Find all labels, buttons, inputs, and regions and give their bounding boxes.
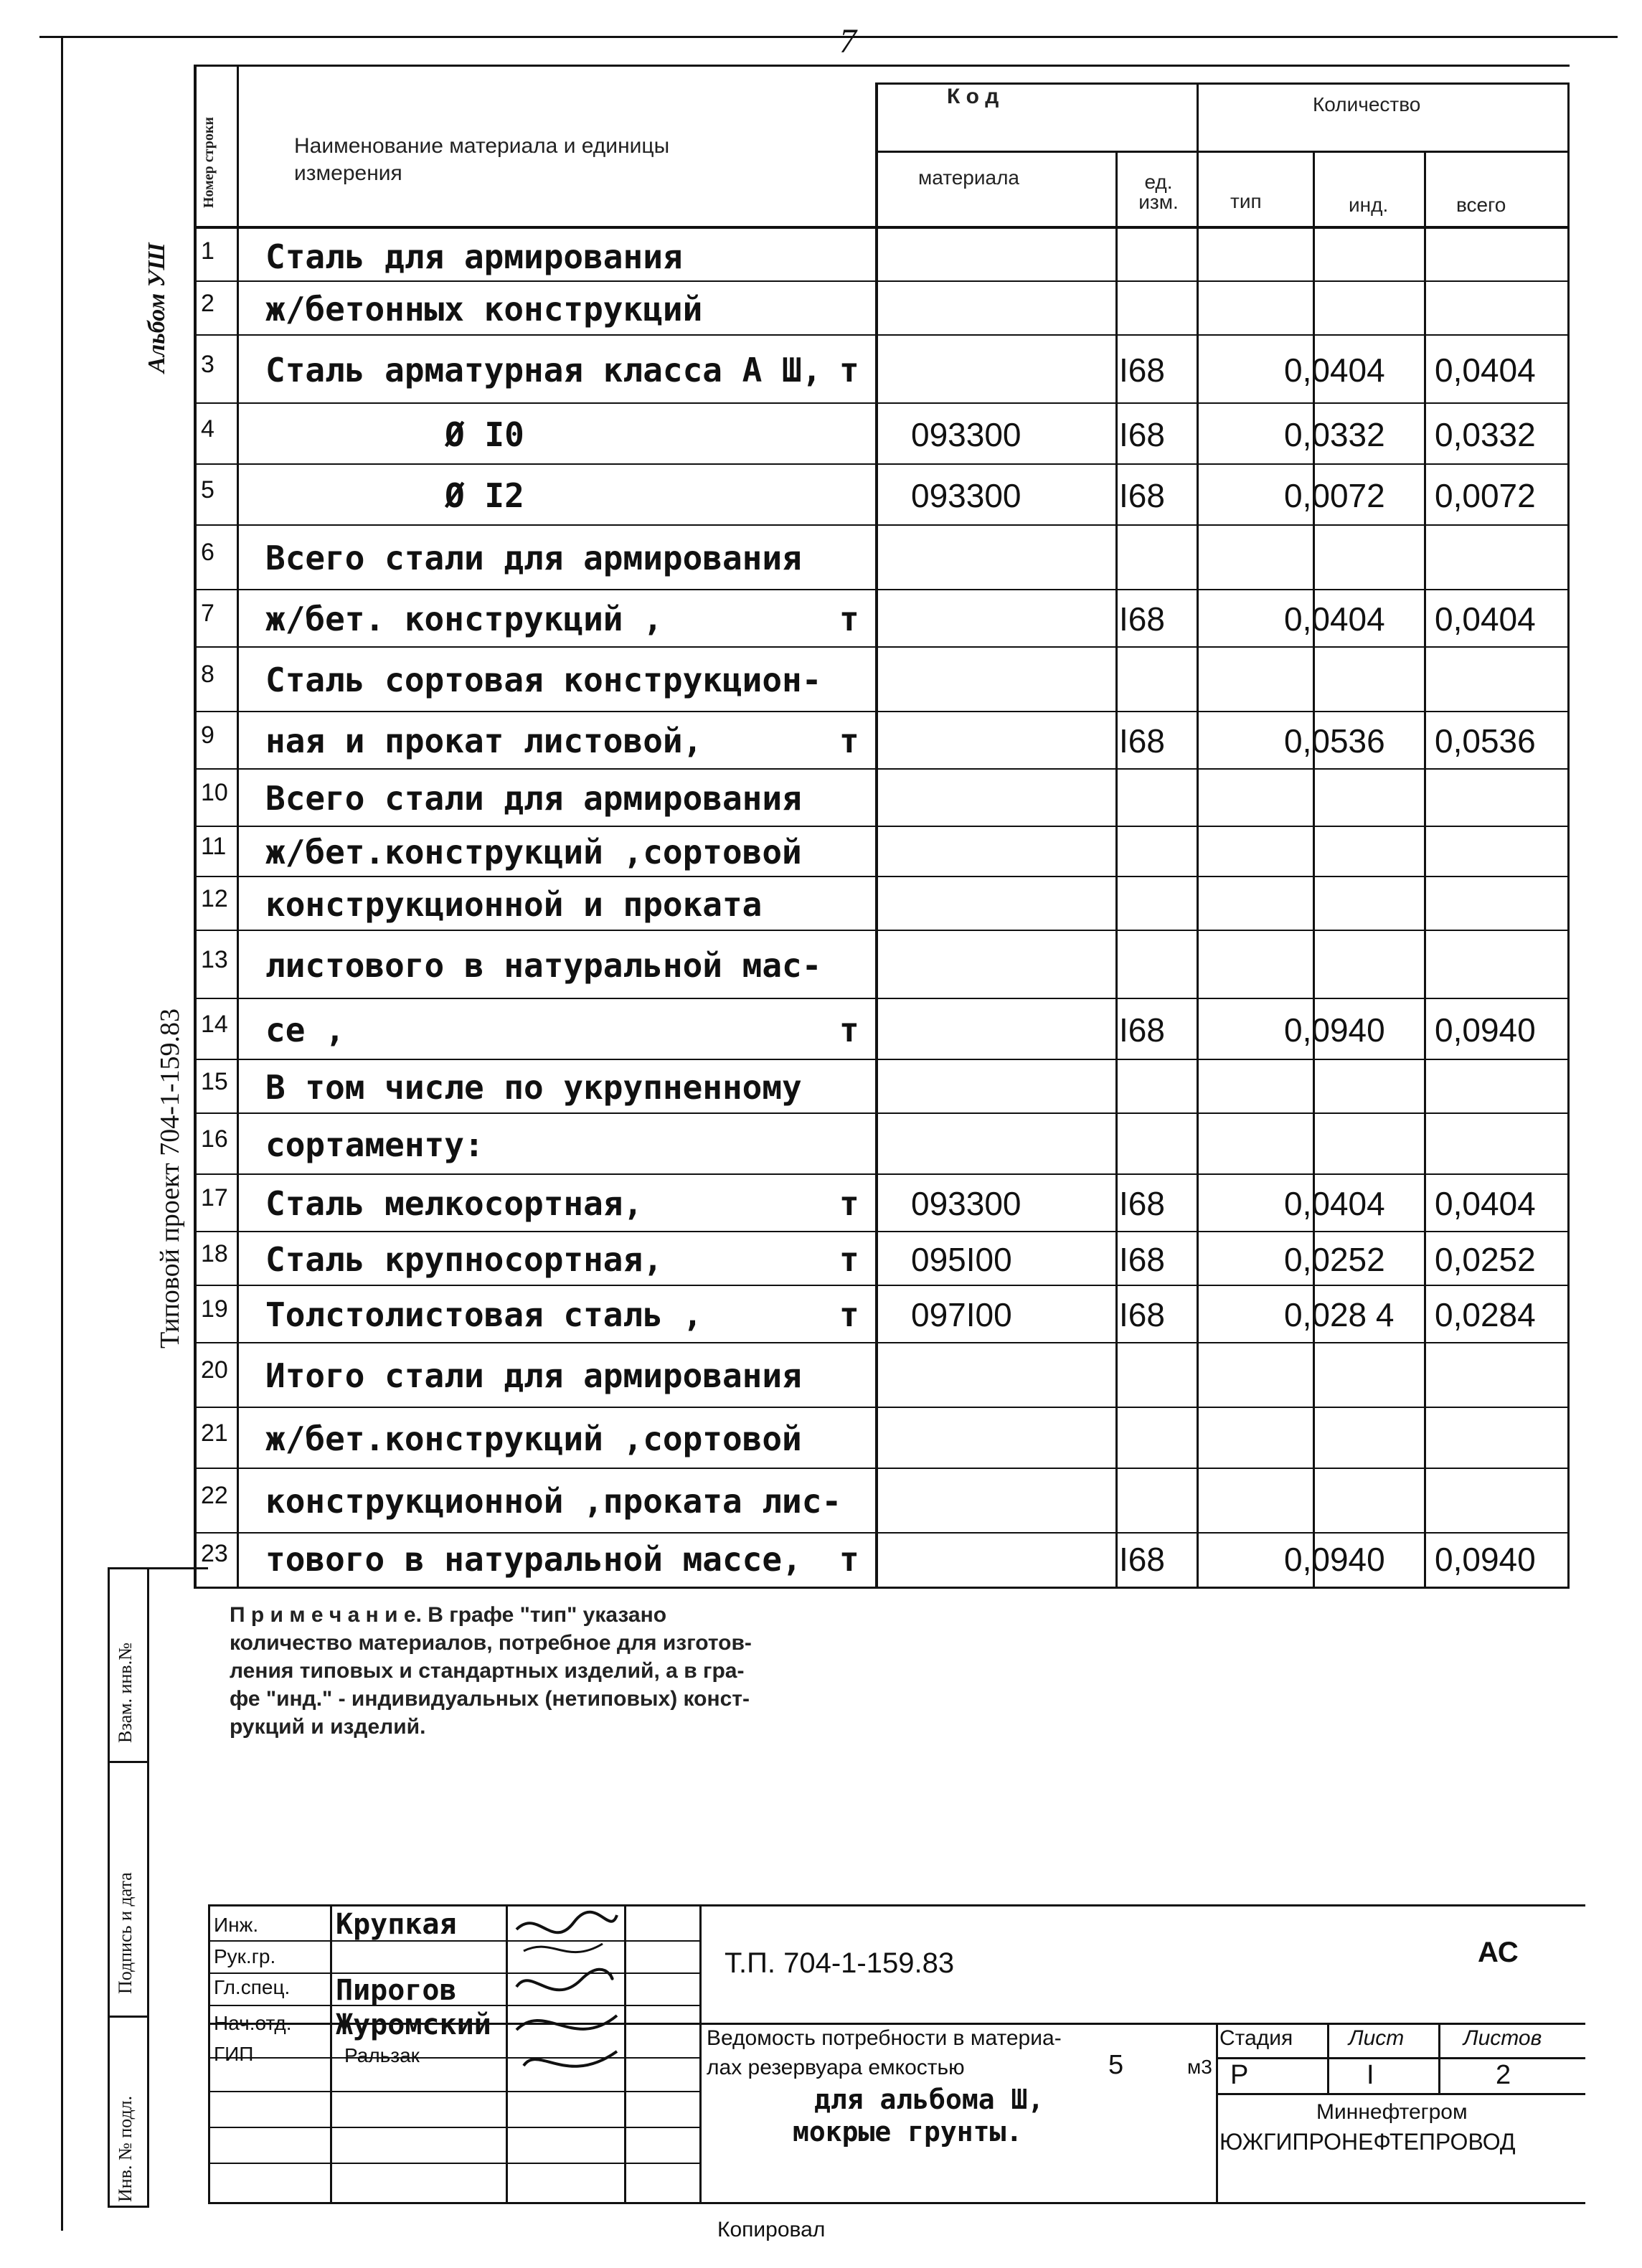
unit-code: I68 xyxy=(1119,415,1165,453)
material-name: Итого стали для армирования xyxy=(265,1356,802,1395)
unit-code: I68 xyxy=(1119,1185,1165,1222)
title-line-3: для альбома Ш, xyxy=(814,2084,1044,2115)
note-line: фе "инд." - индивидуальных (нетиповых) конст- xyxy=(230,1687,750,1711)
row-number: 17 xyxy=(201,1184,228,1211)
row-number: 2 xyxy=(201,289,214,317)
quantity-total: 0,0332 xyxy=(1435,415,1536,453)
material-code: 093300 xyxy=(911,415,1021,453)
sheets-value: 2 xyxy=(1496,2060,1511,2090)
row-number: 14 xyxy=(201,1010,228,1038)
quantity-typ: 0,028 4 xyxy=(1284,1296,1395,1333)
material-code: 095I00 xyxy=(911,1240,1012,1278)
role-ruk-gr: Рук.гр. xyxy=(214,1945,276,1967)
unit-code: I68 xyxy=(1119,722,1165,760)
material-code: 093300 xyxy=(911,1185,1021,1222)
row-number: 15 xyxy=(201,1067,228,1095)
row-number: 13 xyxy=(201,945,228,973)
header-quantity: Количество xyxy=(1313,93,1421,115)
name-nach-otd: Журомский xyxy=(336,2008,491,2041)
page-number: 7 xyxy=(839,22,857,60)
unit-t: т xyxy=(839,1239,859,1279)
unit-code: I68 xyxy=(1119,1011,1165,1049)
material-name: Сталь мелкосортная, xyxy=(265,1184,643,1223)
material-name: листового в натуральной мас- xyxy=(265,945,822,985)
unit-code: I68 xyxy=(1119,1296,1165,1333)
quantity-total: 0,0940 xyxy=(1435,1541,1536,1578)
unit-t: т xyxy=(839,1010,859,1049)
material-name: ж/бет.конструкций ,сортовой xyxy=(265,833,802,871)
row-number: 11 xyxy=(201,833,227,860)
role-gl-spec: Гл.спец. xyxy=(214,1976,291,1998)
quantity-total: 0,0252 xyxy=(1435,1240,1536,1278)
sheet-value: I xyxy=(1367,2060,1374,2090)
quantity-total: 0,0940 xyxy=(1435,1011,1536,1049)
row-number: 12 xyxy=(201,884,228,912)
quantity-total: 0,0072 xyxy=(1435,476,1536,514)
material-name: ная и прокат листовой, xyxy=(265,722,703,760)
material-name: ж/бет.конструкций ,сортовой xyxy=(265,1419,802,1458)
material-name: Всего стали для армирования xyxy=(265,779,802,818)
title-line-2: лах резервуара емкостью xyxy=(707,2056,965,2079)
material-name: ж/бетонных конструкций xyxy=(265,289,703,329)
role-nach-otd: Нач.отд. xyxy=(214,2012,292,2034)
quantity-total: 0,0284 xyxy=(1435,1296,1536,1333)
quantity-typ: 0,0332 xyxy=(1284,415,1385,453)
quantity-typ: 0,0940 xyxy=(1284,1011,1385,1049)
title-volume-unit: м3 xyxy=(1187,2056,1212,2078)
header-material: материала xyxy=(918,166,1019,189)
material-name: конструкционной ,проката лис- xyxy=(265,1482,842,1521)
material-code: 093300 xyxy=(911,476,1021,514)
material-name: Всего стали для армирования xyxy=(265,539,802,577)
row-number: 19 xyxy=(201,1295,228,1323)
footer-copied: Копировал xyxy=(717,2218,826,2241)
title-line-1: Ведомость потребности в материа- xyxy=(707,2026,1062,2050)
title-line-4: мокрые грунты. xyxy=(793,2116,1023,2147)
side-label-podpis: Подпись и дата xyxy=(115,1872,136,1994)
header-row-no: Номер строки xyxy=(201,117,217,208)
header-code: К о д xyxy=(947,85,999,108)
sheet-label: Лист xyxy=(1349,2026,1405,2050)
row-number: 16 xyxy=(201,1125,228,1153)
side-label-album: Альбом УШ xyxy=(143,242,170,373)
row-number: 1 xyxy=(201,237,214,265)
row-number: 5 xyxy=(201,476,214,504)
quantity-typ: 0,0536 xyxy=(1284,722,1385,760)
row-number: 8 xyxy=(201,661,214,688)
note-line: П р и м е ч а н и е. В графе "тип" указано xyxy=(230,1603,667,1627)
quantity-typ: 0,0252 xyxy=(1284,1240,1385,1278)
doc-code: Т.П. 704-1-159.83 xyxy=(725,1947,955,1979)
material-name: сортаменту: xyxy=(265,1125,484,1164)
quantity-typ: 0,0404 xyxy=(1284,351,1385,389)
name-inzh: Крупкая xyxy=(336,1908,457,1941)
header-typ: тип xyxy=(1230,190,1262,212)
row-number: 10 xyxy=(201,779,228,806)
row-number: 18 xyxy=(201,1239,228,1267)
material-name: се , xyxy=(265,1010,345,1049)
quantity-typ: 0,0404 xyxy=(1284,600,1385,638)
quantity-typ: 0,0404 xyxy=(1284,1185,1385,1222)
quantity-total: 0,0536 xyxy=(1435,722,1536,760)
organization: ЮЖГИПРОНЕФТЕПРОВОД xyxy=(1219,2129,1516,2155)
stage-value: Р xyxy=(1230,2060,1249,2090)
quantity-typ: 0,0072 xyxy=(1284,476,1385,514)
side-label-inv-podl: Инв. № подл. xyxy=(115,2095,136,2202)
material-name: Ø I2 xyxy=(445,476,524,515)
material-name: Ø I0 xyxy=(445,415,524,454)
header-unit: ед. изм. xyxy=(1138,171,1179,213)
material-name: Сталь сортовая конструкцион- xyxy=(265,661,822,699)
title-volume: 5 xyxy=(1108,2050,1124,2080)
sheets-label: Листов xyxy=(1463,2026,1542,2050)
material-name: тового в натуральной массе, xyxy=(265,1540,802,1579)
note-line: количество материалов, потребное для изготов- xyxy=(230,1631,752,1655)
quantity-typ: 0,0940 xyxy=(1284,1541,1385,1578)
ministry: Миннефтегром xyxy=(1316,2100,1468,2124)
row-number: 3 xyxy=(201,350,214,378)
unit-code: I68 xyxy=(1119,476,1165,514)
unit-t: т xyxy=(839,1184,859,1223)
stage-label: Стадия xyxy=(1219,2026,1293,2050)
unit-code: I68 xyxy=(1119,1541,1165,1578)
unit-t: т xyxy=(839,600,859,638)
row-number: 9 xyxy=(201,722,214,749)
material-name: Толстолистовая сталь , xyxy=(265,1295,703,1334)
material-name: Сталь арматурная класса А Ш, xyxy=(265,350,822,389)
note-line: ления типовых и стандартных изделий, а в гра- xyxy=(230,1659,745,1683)
unit-t: т xyxy=(839,1540,859,1579)
side-label-vzam: Взам. инв.№ xyxy=(115,1642,136,1743)
document-mark: АС xyxy=(1478,1937,1519,1968)
row-number: 4 xyxy=(201,415,214,443)
material-code: 097I00 xyxy=(911,1296,1012,1333)
material-name: В том числе по укрупненному xyxy=(265,1067,802,1107)
material-name: конструкционной и проката xyxy=(265,884,763,924)
row-number: 22 xyxy=(201,1482,228,1509)
header-total: всего xyxy=(1456,194,1506,216)
note-line: рукций и изделий. xyxy=(230,1715,426,1739)
role-gip: ГИП xyxy=(214,2043,254,2065)
unit-code: I68 xyxy=(1119,351,1165,389)
row-number: 7 xyxy=(201,600,214,627)
name-gl-spec: Пирогов xyxy=(336,1974,457,2007)
row-number: 23 xyxy=(201,1540,228,1567)
unit-t: т xyxy=(839,1295,859,1334)
quantity-total: 0,0404 xyxy=(1435,600,1536,638)
side-label-project: Типовой проект 704-1-159.83 xyxy=(155,1008,185,1348)
unit-code: I68 xyxy=(1119,1240,1165,1278)
quantity-total: 0,0404 xyxy=(1435,1185,1536,1222)
material-name: ж/бет. конструкций , xyxy=(265,600,663,638)
signatures xyxy=(509,1908,624,2195)
material-name: Сталь для армирования xyxy=(265,237,683,276)
material-name: Сталь крупносортная, xyxy=(265,1239,663,1279)
unit-t: т xyxy=(839,722,859,760)
row-number: 21 xyxy=(201,1419,228,1447)
name-gip: Ральзак xyxy=(344,2044,420,2066)
quantity-total: 0,0404 xyxy=(1435,351,1536,389)
header-name: Наименование материала и единицы измерения xyxy=(294,134,670,185)
unit-code: I68 xyxy=(1119,600,1165,638)
unit-t: т xyxy=(839,350,859,389)
role-inzh: Инж. xyxy=(214,1914,259,1936)
row-number: 6 xyxy=(201,539,214,566)
row-number: 20 xyxy=(201,1356,228,1384)
header-ind: инд. xyxy=(1349,194,1389,216)
